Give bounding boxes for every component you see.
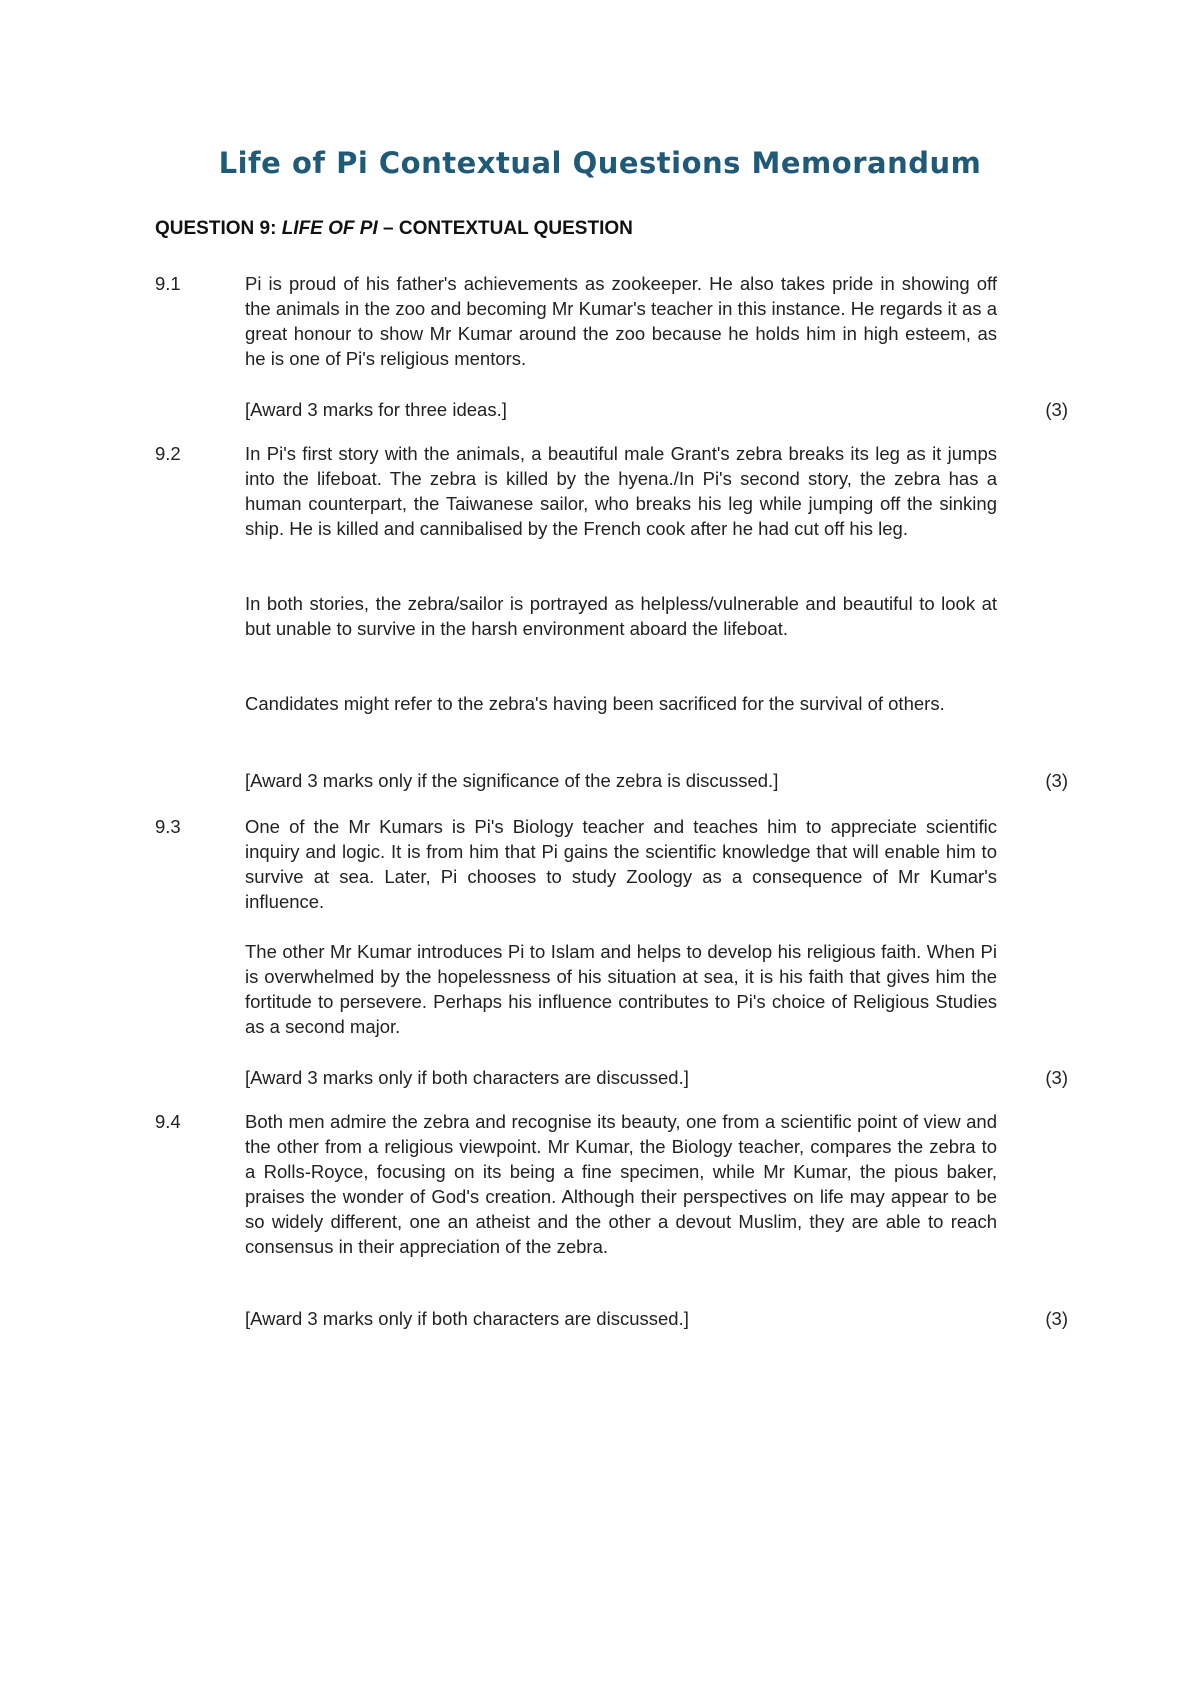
answer-paragraph: Pi is proud of his father's achievements as zookeeper. He also takes pride in showing off the animals in the zoo and becoming Mr Kumar's teacher in this instance. He regards it as a great honour to show Mr Kumar around the zoo because he holds him in high esteem, as he is one of Pi's religious mentors. bbox=[245, 273, 997, 369]
award-note: [Award 3 marks for three ideas.] bbox=[245, 399, 507, 420]
item-number: 9.2 bbox=[155, 443, 181, 464]
marks-value: (3) bbox=[1045, 399, 1068, 420]
award-note: [Award 3 marks only if both characters are discussed.] bbox=[245, 1308, 689, 1329]
marks-value: (3) bbox=[1045, 770, 1068, 791]
answer-paragraph: In both stories, the zebra/sailor is portrayed as helpless/vulnerable and beautiful to look at but unable to survive in the harsh environment aboard the lifeboat. bbox=[245, 593, 997, 639]
question-heading-prefix: QUESTION 9: bbox=[155, 218, 282, 239]
award-note: [Award 3 marks only if both characters are discussed.] bbox=[245, 1067, 689, 1088]
document-title: Life of Pi Contextual Questions Memorandum bbox=[218, 146, 982, 180]
answer-paragraph: Both men admire the zebra and recognise its beauty, one from a scientific point of view and the other from a religious viewpoint. Mr Kumar, the Biology teacher, compares the zebra to a Rolls-Royce, focusing on its being a fine specimen, while Mr Kumar, the pious baker, praises the wonder of God's creation. Although their perspectives on life may appear to be so widely different, one an atheist and the other a devout Muslim, they are able to reach consensus in their appreciation of the zebra. bbox=[245, 1111, 997, 1257]
marks-value: (3) bbox=[1045, 1308, 1068, 1329]
marks-value: (3) bbox=[1045, 1067, 1068, 1088]
answer-paragraph: The other Mr Kumar introduces Pi to Islam and helps to develop his religious faith. When Pi is overwhelmed by the hopelessness of his situation at sea, it is his faith that gives him the fortitude to persevere. Perhaps his influence contributes to Pi's choice of Religious Studies as a second major. bbox=[245, 941, 997, 1037]
question-heading bbox=[155, 218, 633, 240]
answer-paragraph: Candidates might refer to the zebra's having been sacrificed for the survival of others. bbox=[245, 693, 945, 714]
answer-paragraph: One of the Mr Kumars is Pi's Biology teacher and teaches him to appreciate scientific inquiry and logic. It is from him that Pi gains the scientific knowledge that will enable him to survive at sea. Later, Pi chooses to study Zoology as a consequence of Mr Kumar's influence. bbox=[245, 816, 997, 912]
item-number: 9.1 bbox=[155, 273, 181, 294]
award-note: [Award 3 marks only if the significance of the zebra is discussed.] bbox=[245, 770, 779, 791]
question-heading-suffix: – CONTEXTUAL QUESTION bbox=[377, 218, 633, 239]
item-number: 9.3 bbox=[155, 816, 181, 837]
item-number: 9.4 bbox=[155, 1111, 181, 1132]
question-heading-italic: LIFE OF PI bbox=[281, 218, 378, 239]
answer-paragraph: In Pi's first story with the animals, a beautiful male Grant's zebra breaks its leg as it jumps into the lifeboat. The zebra is killed by the hyena./In Pi's second story, the zebra has a human counterpart, the Taiwanese sailor, who breaks his leg while jumping off the sinking ship. He is killed and cannibalised by the French cook after he had cut off his leg. bbox=[245, 443, 997, 539]
